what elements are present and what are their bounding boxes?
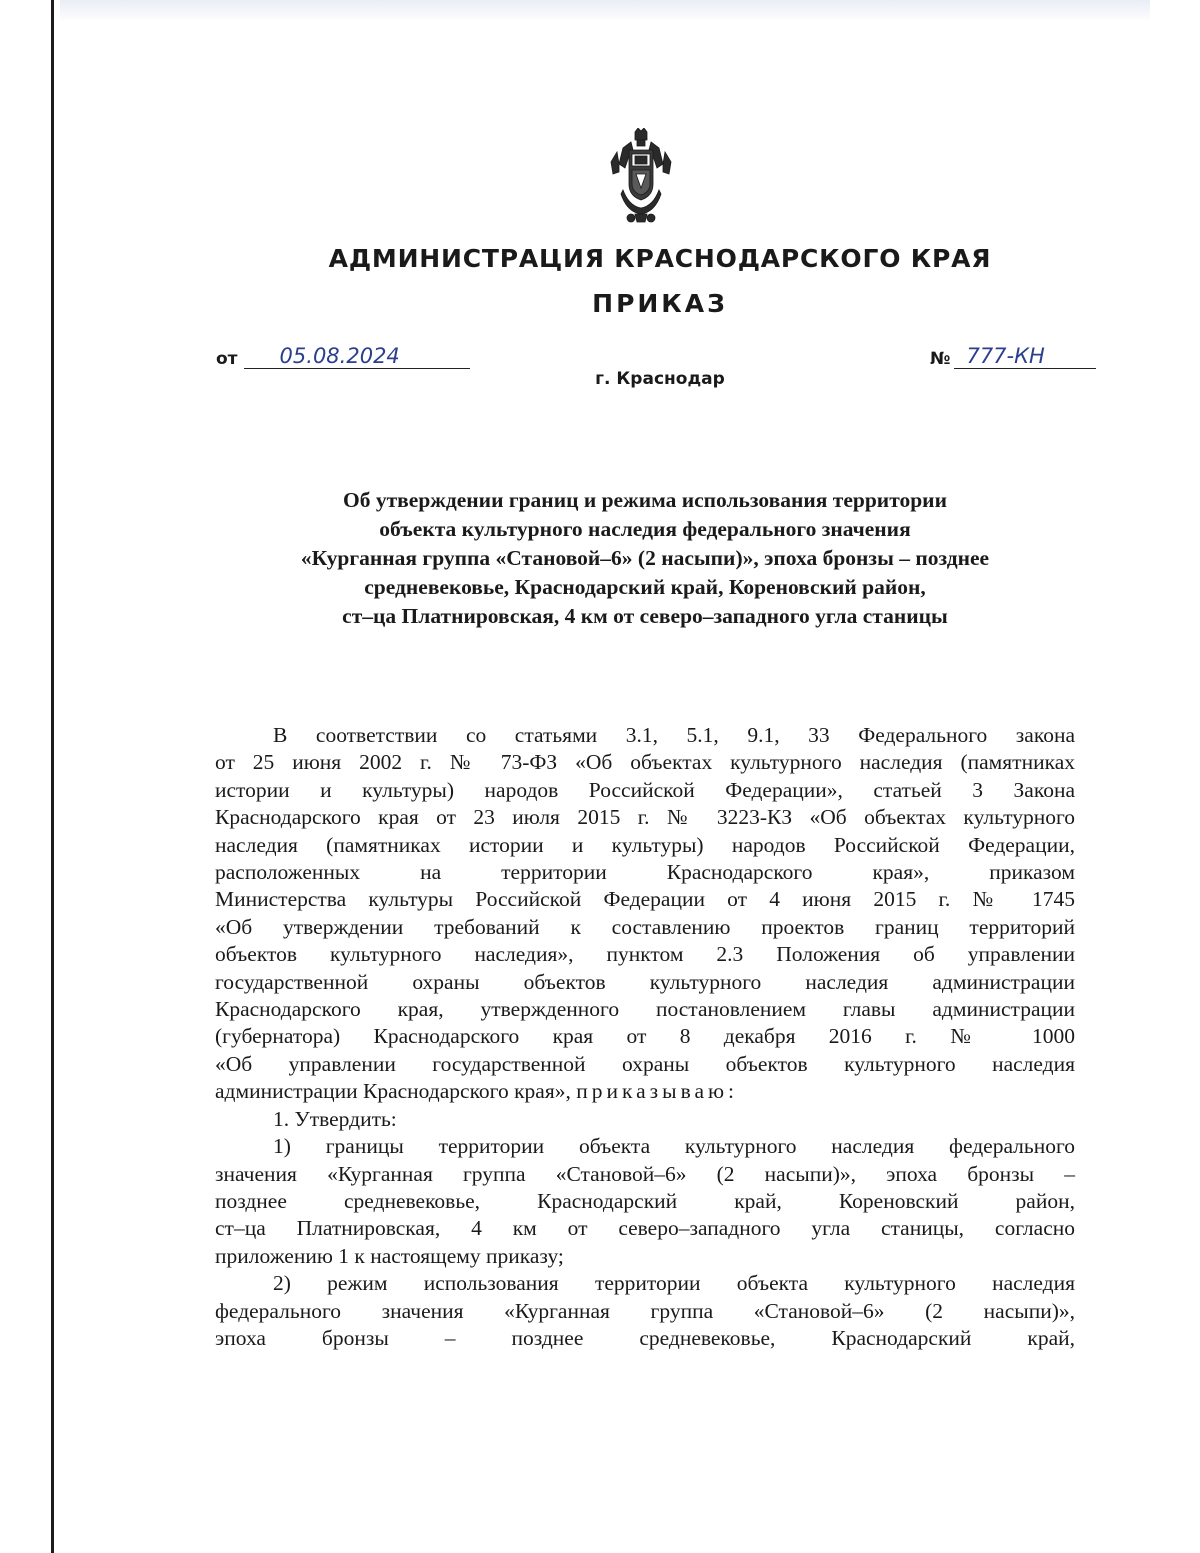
text-line: В соответствии со статьями 3.1, 5.1, 9.1, 33 Федерального закона (273, 723, 1075, 747)
text-line: «Об управлении государственной охраны объектов культурного наследия (215, 1051, 1075, 1076)
text-line: эпоха бронзы – позднее средневековье, Краснодарский край, (215, 1325, 1075, 1350)
agency-name: АДМИНИСТРАЦИЯ КРАСНОДАРСКОГО КРАЯ (328, 244, 992, 273)
page-binding-edge (51, 0, 54, 1553)
text-line: Краснодарского края от 23 июля 2015 г. № 3223-КЗ «Об объектах культурного (215, 805, 1075, 830)
document-type: ПРИКАЗ (592, 289, 728, 318)
title-line: «Курганная группа «Становой–6» (2 насыпи)», эпоха бронзы – позднее (300, 546, 990, 570)
text-line: позднее средневековье, Краснодарский край, Кореновский район, (215, 1188, 1075, 1213)
title-line: ст–ца Платнировская, 4 км от северо–западного угла станицы (342, 604, 948, 628)
preamble-last-line: администрации Краснодарского края», (215, 1079, 571, 1104)
preamble-paragraph (215, 722, 1075, 1106)
document-title (215, 486, 1075, 631)
scan-shadow (60, 0, 1150, 22)
text-line: от 25 июня 2002 г. № 73-ФЗ «Об объектах культурного наследия (памятниках (215, 750, 1075, 775)
text-line: истории и культуры) народов Российской Федерации», статьей 3 Закона (215, 777, 1075, 802)
text-line: (губернатора) Краснодарского края от 8 декабря 2016 г. № 1000 (215, 1024, 1075, 1049)
text-line: 2) режим использования территории объекта культурного наследия (273, 1271, 1075, 1296)
text-line: объектов культурного наследия», пунктом 2.3 Положения об управлении (215, 942, 1075, 967)
number-value: 777-КН (954, 344, 1096, 369)
title-line: средневековье, Краснодарский край, Кореновский район, (364, 575, 926, 599)
subitem-1 (215, 1133, 1075, 1270)
decree-word: приказываю: (576, 1079, 739, 1104)
city-label: г. Краснодар (595, 369, 725, 389)
number-prefix: № (930, 349, 951, 369)
text-line: приложению 1 к настоящему приказу; (215, 1243, 564, 1268)
text-line: 1. Утвердить: (273, 1106, 397, 1131)
date-value: 05.08.2024 (244, 344, 470, 369)
title-line: Об утверждении границ и режима использования территории (343, 488, 947, 512)
text-line: Министерства культуры Российской Федерации от 4 июня 2015 г. № 1745 (215, 887, 1075, 912)
text-line-decree (215, 1078, 1075, 1105)
text-line: Краснодарского края, утвержденного постановлением главы администрации (215, 997, 1075, 1022)
text-line: федерального значения «Курганная группа «Становой–6» (2 насыпи)», (215, 1298, 1075, 1323)
text-line: расположенных на территории Краснодарского края», приказом (215, 860, 1075, 885)
text-line: значения «Курганная группа «Становой–6» (2 насыпи)», эпоха бронзы – (215, 1161, 1075, 1186)
text-line: 1) границы территории объекта культурного наследия федерального (273, 1134, 1075, 1159)
date-prefix: от (216, 349, 238, 369)
text-line: ст–ца Платнировская, 4 км от северо–западного угла станицы, согласно (215, 1216, 1075, 1241)
coat-of-arms-icon (609, 128, 673, 224)
text-line: государственной охраны объектов культурного наследия администрации (215, 969, 1075, 994)
subitem-2 (215, 1270, 1075, 1352)
item-1 (215, 1106, 1075, 1133)
text-line: наследия (памятниках истории и культуры) народов Российской Федерации, (215, 832, 1075, 857)
number-field (930, 344, 1096, 369)
document-body (215, 722, 1075, 1352)
text-line: «Об утверждении требований к составлению проектов границ территорий (215, 914, 1075, 939)
title-line: объекта культурного наследия федерального значения (379, 517, 911, 541)
date-field (216, 344, 470, 369)
